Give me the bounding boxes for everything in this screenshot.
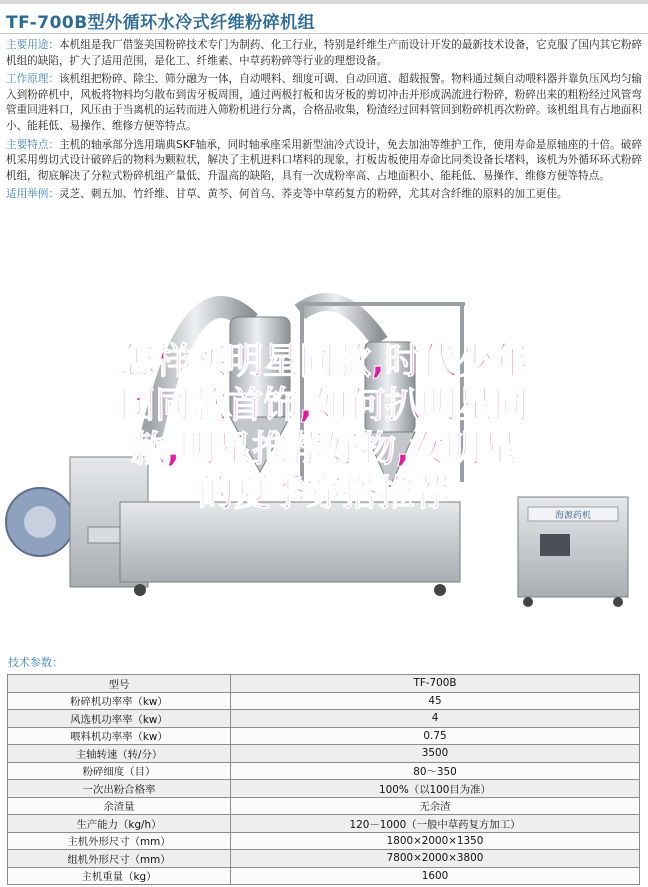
spec-value: 1800×2000×1350 — [231, 832, 640, 850]
spec-key: 主轴转速（转/分） — [8, 745, 231, 763]
promo-overlay-text — [0, 340, 648, 516]
page-title: TF-700B型外循环水冷式纤维粉碎机组 — [6, 13, 316, 33]
spec-value: 0.75 — [231, 727, 640, 745]
spec-key: 风选机功率率（kw） — [8, 710, 231, 728]
table-row — [8, 710, 640, 728]
intro-label: 适用举例： — [6, 188, 59, 201]
overlay-line: 的夏季穿搭推荐 — [197, 473, 450, 514]
spec-key: 粉碎细度（目） — [8, 762, 231, 780]
table-row — [8, 832, 640, 850]
spec-key: 主机外形尺寸（mm） — [8, 832, 231, 850]
overlay-line: 团同款首饰,如何扒明星同 — [119, 385, 529, 426]
spec-value: 1600 — [231, 867, 640, 885]
spec-value: 3500 — [231, 745, 640, 763]
spec-key: 组机外形尺寸（mm） — [8, 850, 231, 868]
intro-paragraph-features — [6, 138, 642, 185]
table-row — [8, 727, 640, 745]
table-row — [8, 675, 640, 693]
spec-value: 4 — [231, 710, 640, 728]
intro-paragraph-principle — [6, 72, 642, 134]
header-bar — [0, 0, 648, 34]
spec-value: 45 — [231, 692, 640, 710]
table-row — [8, 745, 640, 763]
spec-title: 技术参数： — [8, 656, 63, 669]
spec-value: 120－1000（一般中草药复方加工） — [231, 815, 640, 833]
table-row — [8, 850, 640, 868]
spec-key: 主机重量（kg） — [8, 867, 231, 885]
table-row — [8, 797, 640, 815]
overlay-line: 怎样买明星同款,时代少年 — [119, 341, 529, 382]
intro-body: 灵芝、刺五加、竹纤维、甘草、黄芩、何首乌、荞麦等中草药复方的粉碎，尤其对含纤维的原料的加工更佳。 — [58, 188, 568, 201]
intro-label: 工作原理： — [6, 73, 60, 86]
spec-key: 喂料机功率率（kw） — [8, 727, 231, 745]
spec-table — [7, 674, 640, 885]
intro-body: 本机组是我厂借鉴美国粉碎技术专门为制药、化工行业，特别是纤维生产而设计开发的最新技术设备，它克服了国内其它粉碎机组的缺陷，扩大了适用范围，是化工、纤维素、中草药粉碎等行业的理想设备。 — [6, 39, 643, 67]
intro-body: 该机组把粉碎、除尘、筛分融为一体，自动喂料、细度可调、自动回道、超载报警。物料通过频自动喂料器并靠负压风均匀输入到粉碎机中，风板将物料均匀散布到齿牙板周围，通过两极打板和齿牙板的剪切冲击并形成涡流进行粉碎，粉碎出来的粗粉经过风管弯管重回进料口，风压由于当离机的运转而进入筛粉机进行分离，合格品收集，粉渣经过回料管回到粉碎机再次粉碎。该机组具有占地面积小、能耗低、易操作、维修方便等特点。 — [6, 73, 643, 132]
intro-paragraph-usage — [6, 38, 642, 69]
overlay-line: 款,明星推荐好物,女明星 — [130, 429, 518, 470]
table-row — [8, 780, 640, 798]
table-row — [8, 815, 640, 833]
title-divider — [0, 33, 648, 34]
spec-value: 无余渣 — [231, 797, 640, 815]
spec-key: 一次出粉合格率 — [8, 780, 231, 798]
brand-label: 海源药机 — [554, 511, 592, 521]
intro-label: 主要用途： — [6, 39, 60, 51]
spec-key: 生产能力（kg/h） — [8, 815, 231, 833]
spec-key: 余渣量 — [8, 797, 231, 815]
spec-value: TF-700B — [231, 675, 640, 693]
spec-value: 100%（以100目为准） — [231, 780, 640, 798]
header-stripe — [0, 0, 648, 4]
intro-paragraph-examples — [6, 187, 642, 203]
table-row — [8, 762, 640, 780]
spec-key: 粉碎机功率率（kw） — [8, 692, 231, 710]
table-row — [8, 867, 640, 885]
spec-value: 7800×2000×3800 — [231, 850, 640, 868]
intro-body: 主机的轴承部分选用瑞典SKF轴承，同时轴承座采用新型油冷式设计，免去加油等维护工作，使用寿命是原轴座的十倍。破碎机采用剪切式设计破碎后的物料为颗粒状，解决了主机进料口堵料的现象，打板齿板使用寿命比同类设备长堵料，该机为外循环环式粉碎机组，彻底解决了分粒式粉碎机组产量低、升温高的缺陷，具有一次成粉率高、占地面积小、能耗低、易操作、维修方便等特点。 — [6, 138, 642, 182]
table-row — [8, 692, 640, 710]
spec-key: 型号 — [8, 675, 231, 693]
intro-label: 主要特点： — [6, 138, 60, 151]
intro-text — [6, 38, 642, 206]
spec-value: 80～350 — [231, 762, 640, 780]
